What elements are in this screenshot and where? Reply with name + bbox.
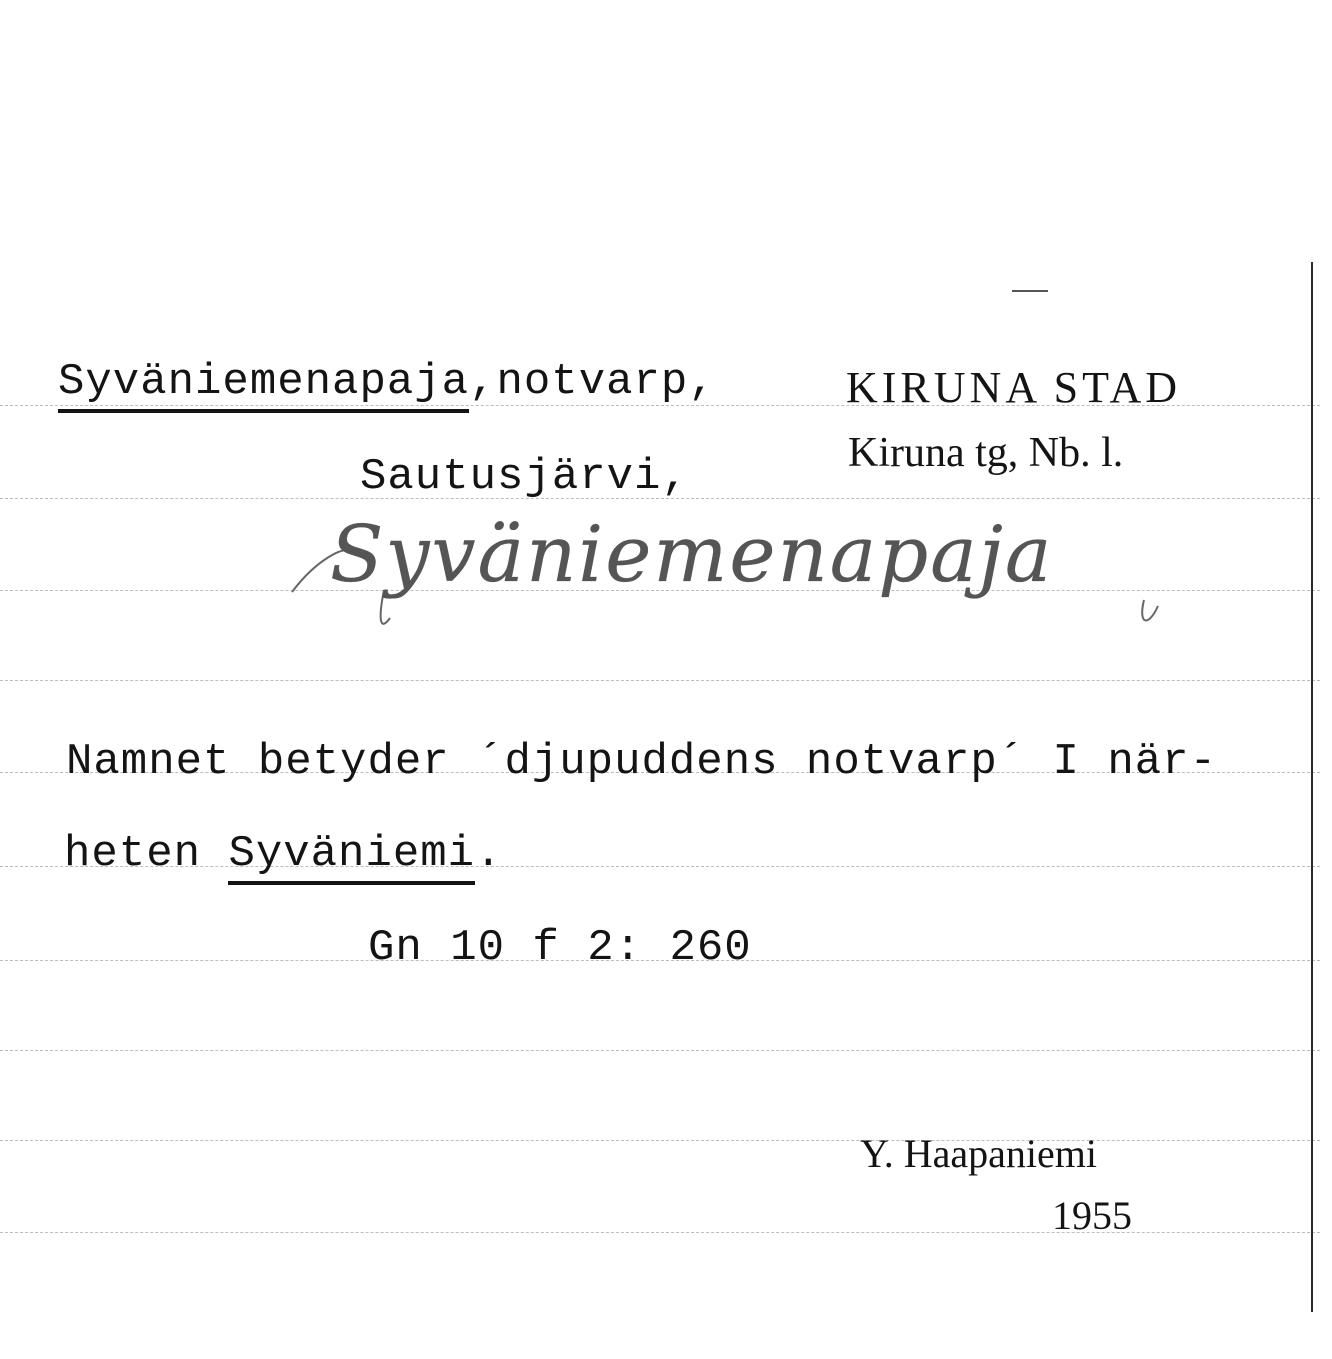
- collector-name: Y. Haapaniemi: [860, 1131, 1097, 1176]
- ruled-line: [0, 1050, 1320, 1051]
- district-stamp: Kiruna tg, Nb. l.: [848, 430, 1124, 476]
- municipality-stamp: KIRUNA STAD: [846, 363, 1182, 412]
- meaning-line-2-prefix: heten: [64, 829, 229, 879]
- ruled-line: [0, 680, 1320, 681]
- entry-name: Syväniemenapaja: [58, 357, 469, 413]
- meaning-line-2-suffix: .: [475, 829, 503, 879]
- handwritten-name: [286, 500, 1266, 640]
- related-place: Syväniemi: [228, 829, 475, 885]
- meaning-line-2: [64, 829, 503, 879]
- card-edge: [1311, 262, 1313, 1312]
- place-name: Sautusjärvi,: [360, 452, 689, 502]
- entry-heading: [58, 357, 716, 407]
- collection-year: 1955: [1052, 1193, 1132, 1238]
- source-reference: Gn 10 f 2: 260: [368, 923, 752, 973]
- ruled-line: [0, 1140, 1320, 1141]
- card-edge-mark: [1012, 290, 1048, 292]
- handwritten-text: Syväniemenapaja: [330, 510, 1054, 600]
- meaning-line-1: Namnet betyder ´djupuddens notvarp´ I när-: [66, 737, 1217, 787]
- entry-type: ,notvarp,: [469, 357, 716, 407]
